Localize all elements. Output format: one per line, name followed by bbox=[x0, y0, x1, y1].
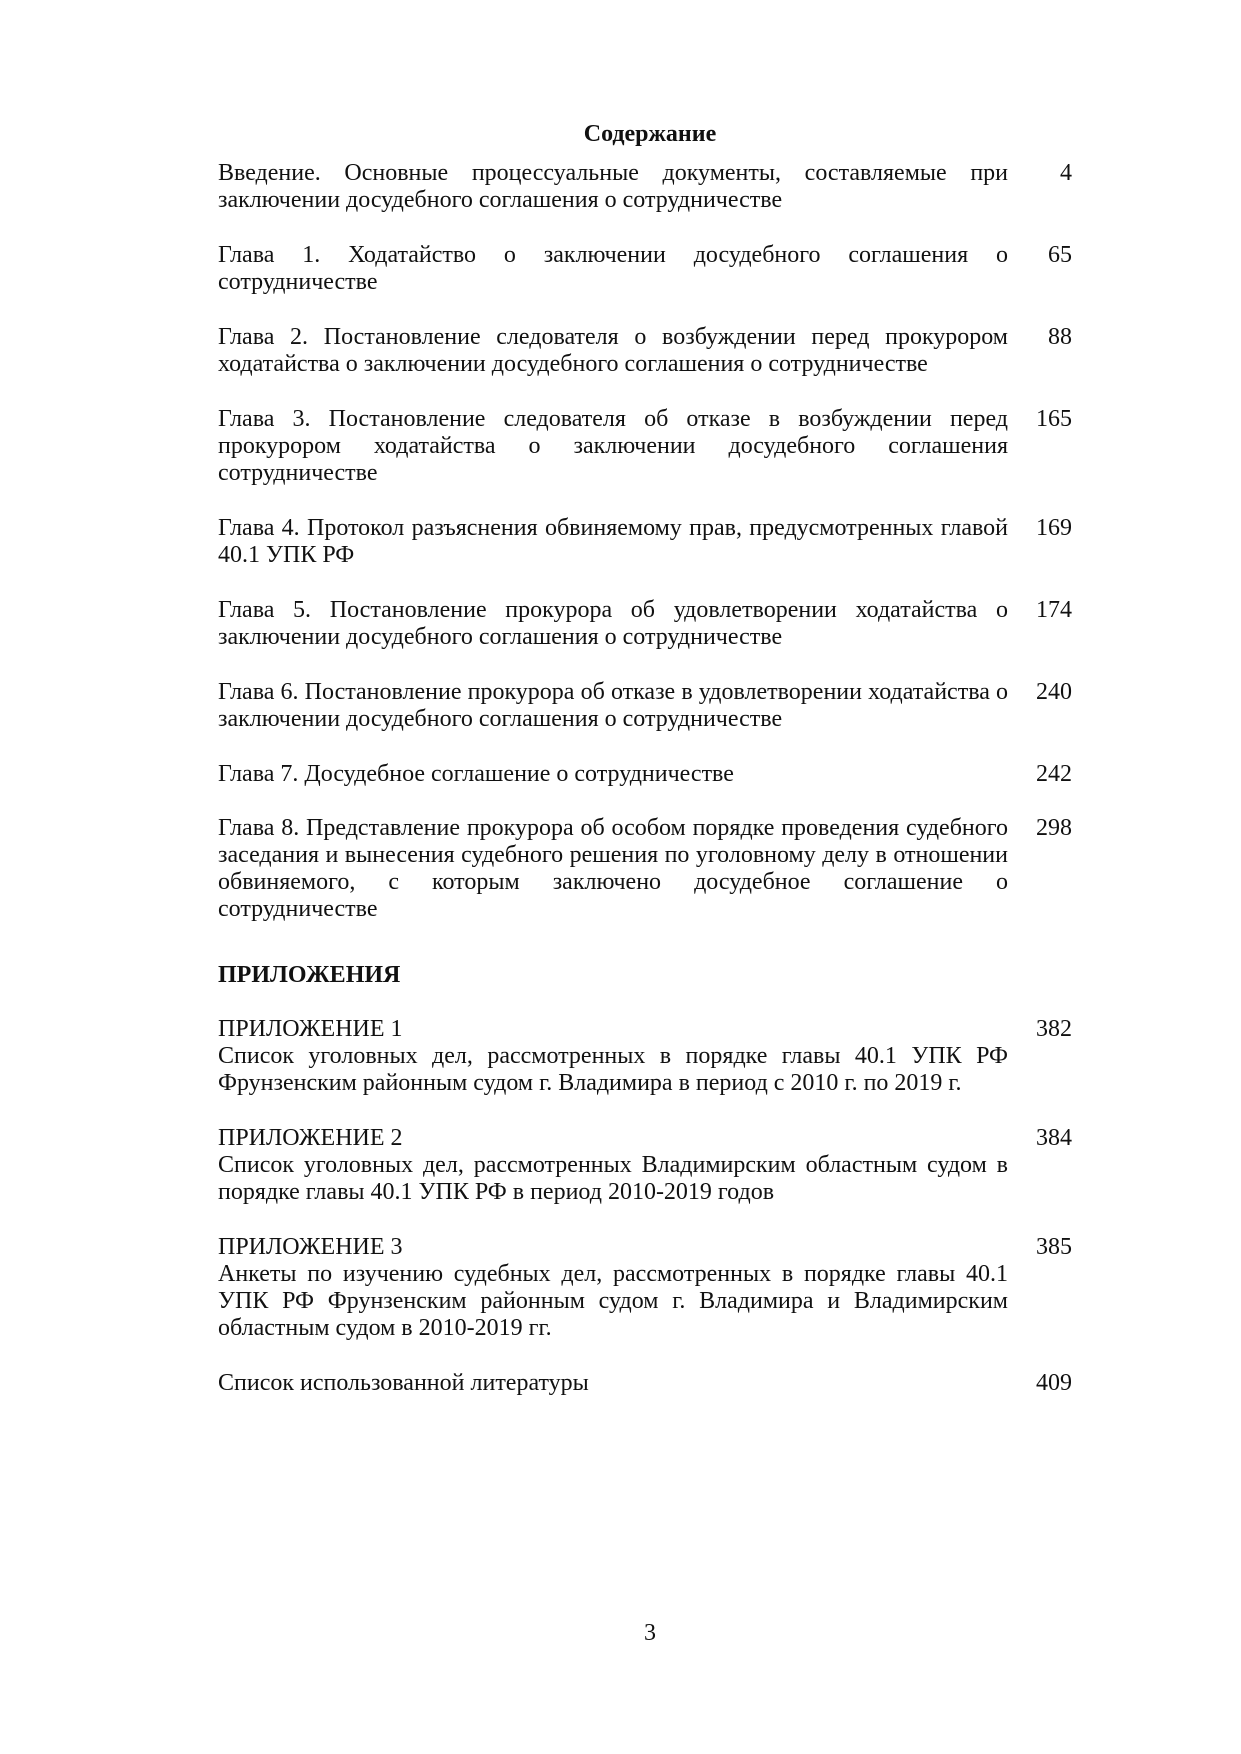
toc-entry-page: 88 bbox=[1048, 324, 1072, 350]
toc-entry-chapter-8[interactable] bbox=[218, 815, 1072, 923]
appendix-label: ПРИЛОЖЕНИЕ 2 bbox=[218, 1125, 403, 1151]
appendix-text: Анкеты по изучению судебных дел, рассмотренных в порядке главы 40.1 УПК РФ Фрунзенским районным судом г. Владимира и Владимирским областным судом в 2010-2019 гг. bbox=[218, 1261, 1008, 1341]
toc-entry-text: Глава 7. Досудебное соглашение о сотрудничестве bbox=[218, 761, 734, 787]
toc-entry-text: Глава 8. Представление прокурора об особом порядке проведения судебного заседания и вынесения судебного решения по уголовному делу в отношении обвиняемого, с которым заключено досудебное соглашение о сотрудничестве bbox=[218, 815, 1008, 922]
appendix-text: Список уголовных дел, рассмотренных в порядке главы 40.1 УПК РФ Фрунзенским районным судом г. Владимира в период с 2010 г. по 2019 г. bbox=[218, 1043, 1008, 1096]
toc-entry-page: 384 bbox=[1036, 1125, 1072, 1151]
toc-entry-page: 385 bbox=[1036, 1234, 1072, 1260]
toc-entry-text: Введение. Основные процессуальные документы, составляемые при заключении досудебного соглашения о сотрудничестве bbox=[218, 160, 1008, 213]
toc-entry-chapter-2[interactable] bbox=[218, 324, 1072, 378]
toc-entry-text: Глава 1. Ходатайство о заключении досудебного соглашения о сотрудничестве bbox=[218, 242, 1008, 295]
appendix-text: Список уголовных дел, рассмотренных Владимирским областным судом в порядке главы 40.1 УПК РФ в период 2010-2019 годов bbox=[218, 1152, 1008, 1205]
toc-entry-page: 240 bbox=[1036, 679, 1072, 705]
toc-entry-appendix-3[interactable] bbox=[218, 1234, 1072, 1342]
toc-entry-text: Глава 5. Постановление прокурора об удовлетворении ходатайства о заключении досудебного соглашения о сотрудничестве bbox=[218, 597, 1008, 650]
page-number: 3 bbox=[644, 1620, 656, 1646]
appendices-heading: ПРИЛОЖЕНИЯ bbox=[218, 962, 401, 988]
toc-entry-chapter-3[interactable] bbox=[218, 406, 1072, 487]
toc-entry-text: Глава 3. Постановление следователя об отказе в возбуждении перед прокурором ходатайства о заключении досудебного соглашения сотрудничестве bbox=[218, 406, 1008, 486]
toc-entry-page: 409 bbox=[1036, 1370, 1072, 1396]
toc-entry-introduction[interactable] bbox=[218, 160, 1072, 214]
toc-entry-page: 4 bbox=[1060, 160, 1072, 186]
toc-entry-appendix-1[interactable] bbox=[218, 1016, 1072, 1097]
appendix-label: ПРИЛОЖЕНИЕ 3 bbox=[218, 1234, 403, 1260]
toc-entry-chapter-7[interactable] bbox=[218, 761, 1072, 788]
toc-entry-text: Список использованной литературы bbox=[218, 1370, 589, 1396]
toc-title: Содержание bbox=[583, 121, 717, 147]
toc-entry-appendix-2[interactable] bbox=[218, 1125, 1072, 1206]
toc-entry-page: 174 bbox=[1036, 597, 1072, 623]
toc-entry-chapter-4[interactable] bbox=[218, 515, 1072, 569]
toc-entry-text: Глава 2. Постановление следователя о возбуждении перед прокурором ходатайства о заключении досудебного соглашения о сотрудничестве bbox=[218, 324, 1008, 377]
toc-entry-chapter-5[interactable] bbox=[218, 597, 1072, 651]
toc-entry-page: 298 bbox=[1036, 815, 1072, 841]
appendix-label: ПРИЛОЖЕНИЕ 1 bbox=[218, 1016, 403, 1042]
toc-entry-page: 382 bbox=[1036, 1016, 1072, 1042]
toc-entry-chapter-1[interactable] bbox=[218, 242, 1072, 296]
toc-entry-text: Глава 4. Протокол разъяснения обвиняемому прав, предусмотренных главой 40.1 УПК РФ bbox=[218, 515, 1008, 568]
toc-entry-chapter-6[interactable] bbox=[218, 679, 1072, 733]
toc-entry-page: 169 bbox=[1036, 515, 1072, 541]
toc-entry-page: 242 bbox=[1036, 761, 1072, 787]
toc-entry-page: 65 bbox=[1048, 242, 1072, 268]
toc-entry-bibliography[interactable] bbox=[218, 1370, 1072, 1397]
toc-entry-text: Глава 6. Постановление прокурора об отказе в удовлетворении ходатайства о заключении досудебного соглашения о сотрудничестве bbox=[218, 679, 1008, 732]
toc-entry-page: 165 bbox=[1036, 406, 1072, 432]
